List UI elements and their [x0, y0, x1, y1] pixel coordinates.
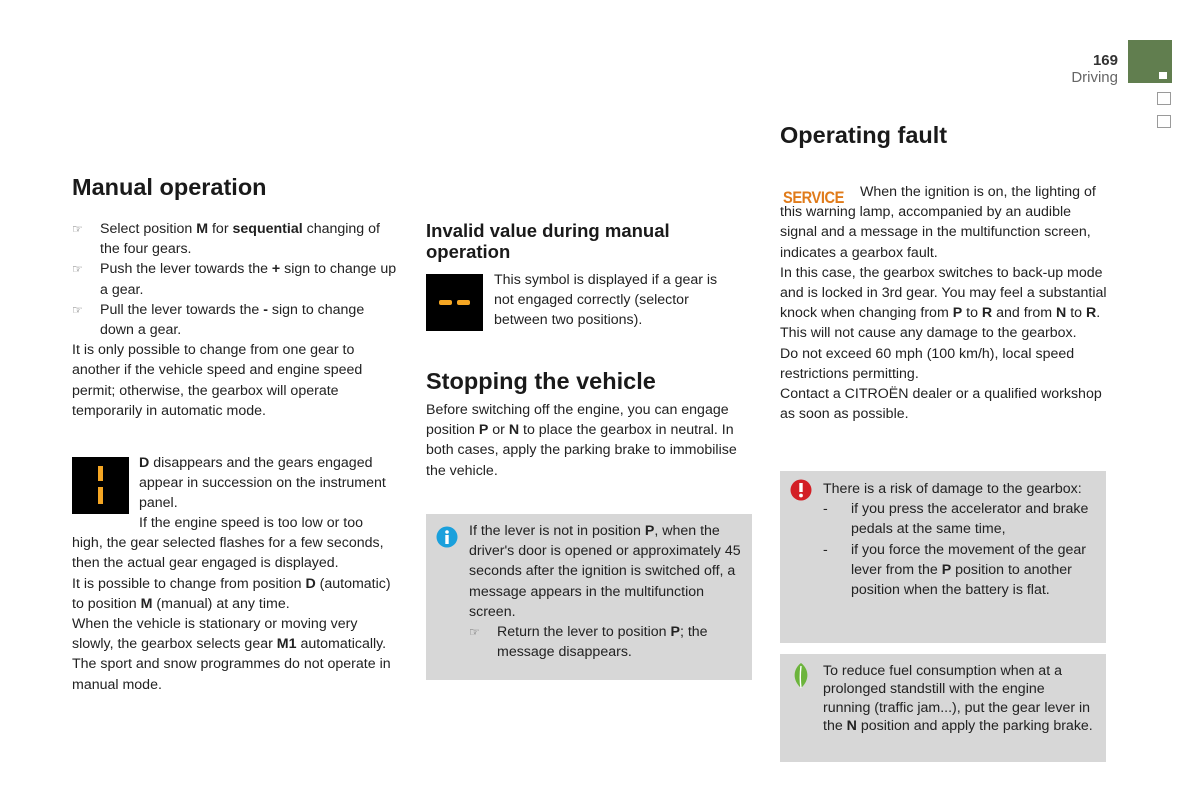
- hand-pointer-icon: ☞: [469, 625, 480, 640]
- warning-intro: There is a risk of damage to the gearbox:: [823, 481, 1082, 497]
- manual-para-5: When the vehicle is stationary or moving very slowly, the gearbox selects gear M1 automatically.: [72, 616, 387, 653]
- manual-column: [72, 219, 397, 421]
- invalid-title: Invalid value during manual operation: [426, 220, 670, 262]
- eco-panel: [780, 654, 1106, 762]
- fault-para-2: In this case, the gearbox switches to back-up mode and is locked in 3rd gear. You may feel a substantial knock when changing from P to R and from N to R. This will not cause any damage to the gearbox.: [780, 264, 1107, 342]
- info-icon: [436, 526, 458, 548]
- gear-display-icon: [72, 457, 129, 514]
- manual-para-6: The sport and snow programmes do not operate in manual mode.: [72, 656, 391, 693]
- hand-pointer-icon: ☞: [72, 222, 83, 236]
- info-bullet: ☞ Return the lever to position P; the message disappears.: [469, 624, 708, 661]
- service-warning-icon: SERVICE: [783, 188, 844, 207]
- section-label: Driving: [1071, 69, 1118, 86]
- fault-title: Operating fault: [780, 122, 948, 148]
- manual-para-2: D disappears and the gears engaged appear in succession on the instrument panel.: [139, 455, 386, 512]
- manual-para-3: If the engine speed is too low or too high, the gear selected flashes for a few seconds, then the actual gear engaged is displayed.: [72, 515, 384, 572]
- bullet-push: ☞ Push the lever towards the + sign to change up a gear.: [72, 261, 397, 298]
- manual-para-1: It is only possible to change from one gear to another if the vehicle speed and engine speed permit; otherwise, the gearbox will operate temporarily in automatic mode.: [72, 342, 363, 419]
- chapter-box-2: [1157, 92, 1171, 105]
- invalid-text: This symbol is displayed if a gear is not engaged correctly (selector between two positions).: [494, 272, 718, 329]
- fault-para-1: When the ignition is on, the lighting of this warning lamp, accompanied by an audible signal and a message in the multifunction screen, indicates a gearbox fault.: [780, 184, 1096, 261]
- fault-para-3: Do not exceed 60 mph (100 km/h), local speed restrictions permitting.: [780, 345, 1075, 382]
- info-text: [469, 521, 744, 662]
- invalid-gear-icon: [426, 274, 483, 331]
- bullet-pull: ☞ Pull the lever towards the - sign to change down a gear.: [72, 301, 365, 339]
- info-paragraph: If the lever is not in position P, when the driver's door is opened or approximately 45 seconds after the ignition is switched off, a message appears in the multifunction screen.: [469, 523, 741, 620]
- eco-text: To reduce fuel consumption when at a prolonged standstill with the engine running (traffic jam...), put the gear lever in the N position and apply the parking brake.: [823, 663, 1093, 734]
- warning-icon: [790, 479, 812, 501]
- fault-para-4: Contact a CITROËN dealer or a qualified workshop as soon as possible.: [780, 386, 1102, 423]
- manual-column-lower: [72, 513, 397, 695]
- warning-panel: [780, 471, 1106, 643]
- chapter-marker: [1159, 72, 1167, 79]
- warning-text: [823, 479, 1093, 600]
- bullet-select: ☞ Select position M for sequential changing of the four gears.: [72, 221, 380, 258]
- warning-item-1: - if you press the accelerator and brake pedals at the same time,: [823, 501, 1089, 538]
- stopping-text: Before switching off the engine, you can engage position P or N to place the gearbox in neutral. In both cases, apply the parking brake to immobilise the vehicle.: [426, 402, 737, 479]
- chapter-tab: [1128, 40, 1172, 83]
- warning-item-2: - if you force the movement of the gear lever from the P position to another position when the battery is flat.: [823, 541, 1087, 599]
- page-number: 169: [1092, 52, 1118, 69]
- stopping-title: Stopping the vehicle: [426, 368, 656, 394]
- info-panel: [426, 514, 752, 680]
- hand-pointer-icon: ☞: [72, 262, 83, 277]
- hand-pointer-icon: ☞: [72, 302, 83, 317]
- fault-column: [780, 182, 1110, 424]
- leaf-icon: [790, 662, 812, 690]
- manual-title: Manual operation: [72, 174, 267, 200]
- chapter-box-3: [1157, 115, 1171, 128]
- manual-para-4: It is possible to change from position D (automatic) to position M (manual) at any time.: [72, 575, 391, 612]
